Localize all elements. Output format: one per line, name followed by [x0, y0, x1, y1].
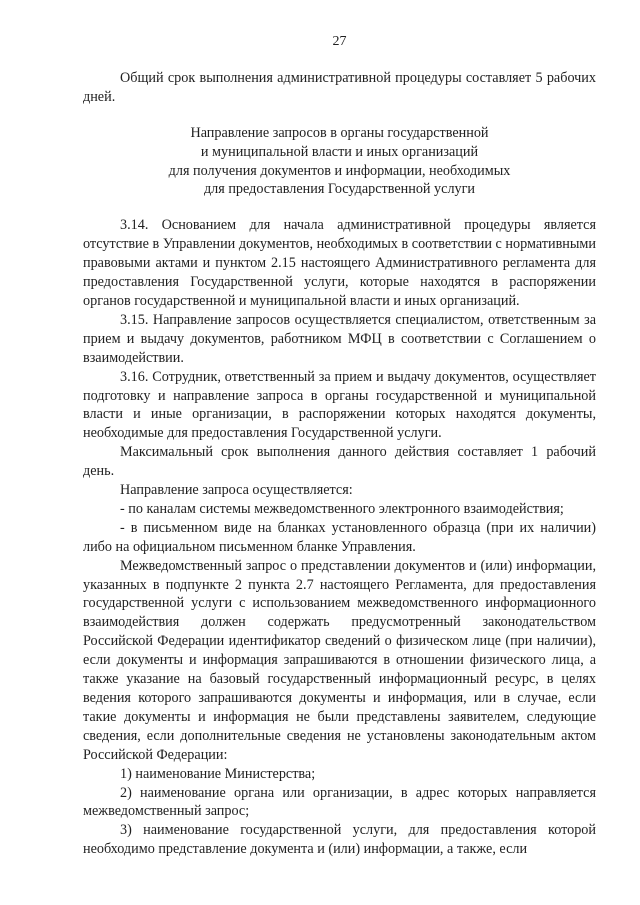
section-heading-line: и муниципальной власти и иных организаций [200, 143, 479, 160]
list-item: 1) наименование Министерства; [120, 765, 316, 782]
section-heading [83, 124, 596, 200]
paragraph-3-14: 3.14. Основанием для начала административной процедуры является отсутствие в Управлении документов, необходимых в соответствии с нормативными правовыми актами и пунктом 2.15 настоящего Административного регламента для предоставления Государственной услуги, которые находятся в распоряжении органов государственной и муниципальной власти и иных организаций. [83, 217, 596, 309]
list-item: 2) наименование органа или организации, в адрес которых направляется межведомственный запрос; [83, 784, 596, 820]
page-number: 27 [332, 34, 347, 49]
request-methods-intro: Направление запроса осуществляется: [120, 482, 353, 499]
list-item: - по каналам системы межведомственного электронного взаимодействия; [120, 500, 564, 517]
section-heading-line: Направление запросов в органы государственной [190, 124, 489, 141]
list-item: - в письменном виде на бланках установленного образца (при их наличии) либо на официальном письменном бланке Управления. [83, 519, 596, 555]
section-heading-line: для получения документов и информации, необходимых [168, 162, 511, 179]
section-heading-line: для предоставления Государственной услуги [203, 181, 476, 198]
paragraph-3-16: 3.16. Сотрудник, ответственный за прием и выдачу документов, осуществляет подготовку и направление запроса в органы государственной и муниципальной власти и иные организации, в распоряжении которых находятся документы, необходимые для предоставления Государственной услуги. [83, 368, 596, 442]
intro-paragraph: Общий срок выполнения административной процедуры составляет 5 рабочих дней. [83, 69, 596, 105]
paragraph-3-15: 3.15. Направление запросов осуществляется специалистом, ответственным за прием и выдачу документов, работником МФЦ в соответствии с Соглашением о взаимодействии. [83, 311, 596, 366]
max-duration-paragraph: Максимальный срок выполнения данного действия составляет 1 рабочий день. [83, 444, 596, 480]
list-item: 3) наименование государственной услуги, для предоставления которой необходимо представление документа и (или) информации, а также, если [83, 822, 596, 858]
interagency-request-paragraph: Межведомственный запрос о представлении документов и (или) информации, указанных в подпункте 2 пункта 2.7 настоящего Регламента, для предоставления государственной услуги с использованием межведомственного информационного взаимодействия должен содержать предусмотренный законодательством Российской Федерации идентификатор сведений о физическом лице (при наличии), если документы и информация запрашиваются в отношении физического лица, а также указание на базовый государственный информационный ресурс, в целях ведения которого запрашиваются документы и информация, или в случае, если такие документы и информация не были представлены заявителем, следующие сведения, если дополнительные сведения не установлены законодательным актом Российской Федерации: [83, 557, 596, 763]
